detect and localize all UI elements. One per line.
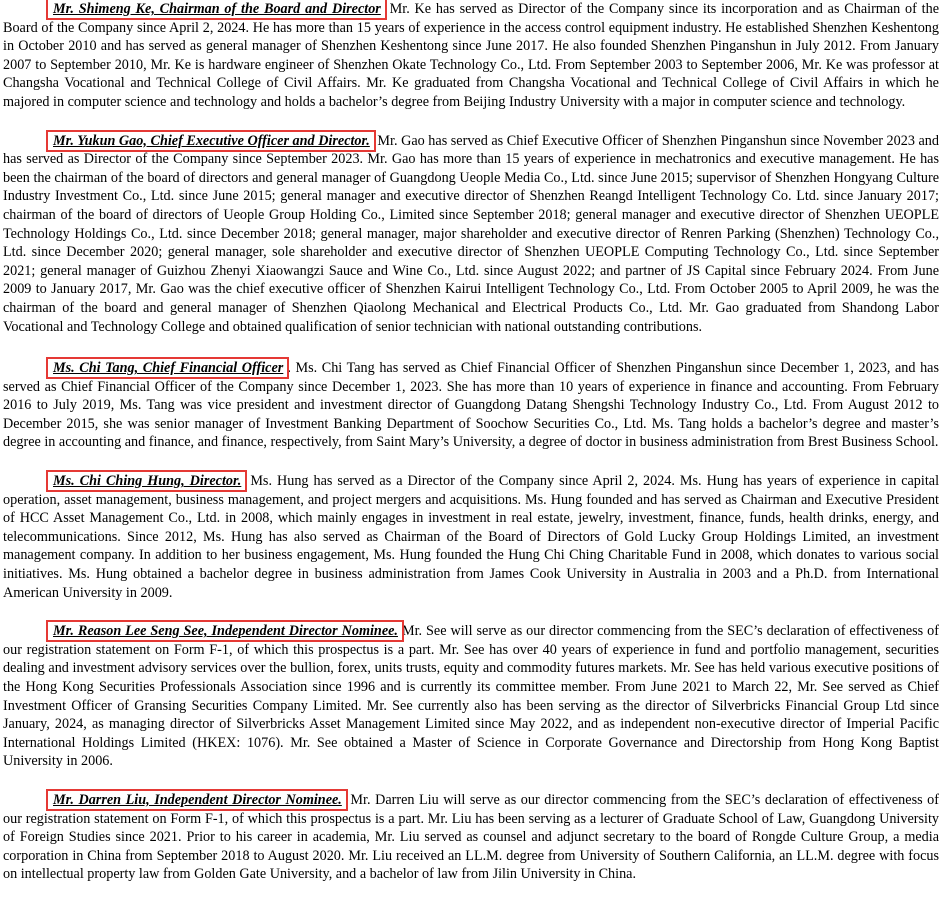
bio-paragraph-yukun-gao [3, 132, 939, 337]
document-page [3, 0, 939, 884]
bio-text-yukun-gao: Mr. Gao has served as Chief Executive Officer of Shenzhen Pinganshun since November 2023 and has served as Director of the Company since September 2023. Mr. Gao has more than 15 years of experience in mechatronics and executive management. He has been the chairman of the board of directors and general manager of Guangdong Ueople Media Co., Ltd. since June 2015; supervisor of Shenzhen Hongyang Culture Industry Investment Co., Ltd. since June 2015; general manager and executive director of Shenzhen Reangd Intelligent Technology Co. Ltd. since January 2017; chairman of the board of directors of Ueople Group Holding Co., Limited since September 2018; general manager and executive director of Shenzhen UEOPLE Technology Holdings Co., Ltd. since December 2018; general manager, major shareholder and executive director of Renren Parking (Shenzhen) Technology Co., Ltd. since December 2020; general manager, sole shareholder and executive director of Shenzhen UEOPLE Computing Technology Co., Ltd. since September 2021; general manager of Guizhou Zhenyi Xiaowangzi Sauce and Wine Co., Ltd. since August 2022; and partner of JS Capital since February 2024. From June 2009 to January 2017, Mr. Gao was the chief executive officer of Shenzhen Kairui Intelligent Technology Co., Ltd. From October 2005 to April 2009, he was the chairman of the board and general manager of Shenzhen Qiaolong Mechanical and Electrical Products Co., Ltd. Mr. Gao graduated from Shandong Labor Vocational and Technology College and obtained qualification of senior technician with national outstanding contributions. [3, 132, 939, 335]
bio-paragraph-chi-ching-hung [3, 472, 939, 602]
bio-name-chi-ching-hung: Ms. Chi Ching Hung, Director. [49, 473, 244, 489]
bio-name-darren-liu: Mr. Darren Liu, Independent Director Nominee. [49, 792, 345, 808]
bio-name-chi-tang: Ms. Chi Tang, Chief Financial Officer [49, 360, 286, 376]
bio-text-shimeng-ke: Mr. Ke has served as Director of the Company since its incorporation and as Chairman of the Board of the Company since April 2, 2024. He has more than 15 years of experience in the access control equipment industry. He established Shenzhen Keshentong in October 2010 and has served as general manager of Shenzhen Keshentong since June 2017. He also founded Shenzhen Pinganshun in July 2012. From January 2007 to September 2010, Mr. Ke is hardware engineer of Shenzhen Okate Technology Co., Ltd. From September 2003 to September 2006, Mr. Ke was professor at Changsha Vocational and Technical College of Civil Affairs. Mr. Ke graduated from Changsha Vocational and Technical College of Civil Affairs in which he majored in computer science and technology and holds a bachelor’s degree from Beijing Industry University with a major in computer science and technology. [3, 1, 939, 110]
bio-paragraph-shimeng-ke [3, 0, 939, 112]
bio-text-chi-ching-hung: Ms. Hung has served as a Director of the Company since April 2, 2024. Ms. Hung has years of experience in capital operation, asset management, business management, and project mergers and acquisitions. Ms. Hung founded and has served as Chairman and Executive President of HCC Asset Management Co., Ltd. in 2008, which mainly engages in investment in real estate, jewelry, investment, finance, funds, health drinks, energy, and telecommunications. Since 2012, Ms. Hung has also served as Chairman of the Board of Directors of Gold Lucky Group Holdings Limited, an investment management company. In addition to her business engagement, Ms. Hung founded the Hung Chi Ching Charitable Fund in 2008, which donates to various social initiatives. Ms. Hung obtained a bachelor degree in business administration from James Cook University in Australia in 2003 and a Ph.D. from International American University in 2009. [3, 473, 940, 601]
bio-name-shimeng-ke: Mr. Shimeng Ke, Chairman of the Board and Director [49, 1, 384, 17]
bio-paragraph-chi-tang [3, 359, 939, 452]
bio-paragraph-darren-liu [3, 791, 939, 884]
bio-text-chi-tang: . Ms. Chi Tang has served as Chief Financial Officer of Shenzhen Pinganshun since December 1, 2023, and has served as Chief Financial Officer of the Company since December 1, 2023. She has more than 10 years of experience in finance and accounting. From February 2016 to July 2019, Ms. Tang was vice president and investment director of Guangdong Datang Shengshi Technology Industry Co., Ltd. From August 2012 to December 2015, she was senior manager of Investment Banking Department of Soochow Securities Co., Ltd. Ms. Tang holds a bachelor’s degree and master’s degree in accounting and finance, and finance, respectively, from Saint Mary’s University, a degree of doctor in business administration from Brest Business School. [3, 360, 939, 451]
bio-name-yukun-gao: Mr. Yukun Gao, Chief Executive Officer and Director. [49, 133, 373, 149]
bio-paragraph-reason-lee-seng-see [3, 622, 939, 771]
bio-text-reason-lee-seng-see: Mr. See will serve as our director commencing from the SEC’s declaration of effectiveness of our registration statement on Form F-1, of which this prospectus is a part. Mr. See has over 40 years of experience in fund and portfolio management, securities dealing and investment advisory services over the bullion, forex, units trusts, equity and commodity futures markets. Mr. See has held various executive positions of the Hong Kong Securities Professionals Association since 1996 and is currently its committee member. From June 2021 to March 22, Mr. See served as Chief Investment Officer of Gransing Securities Company Limited. Mr. See currently also has been serving as the director of Silverbricks Financial Group Ltd since January, 2024, as managing director of Silverbricks Asset Management Limited since May 2022, and as independent non-executive director of Imperial Pacific International Holdings Limited (HKEX: 1076). Mr. See obtained a Master of Science in Corporate Governance and Directorship from Hong Kong Baptist University in 2006. [3, 623, 939, 770]
bio-text-darren-liu: Mr. Darren Liu will serve as our director commencing from the SEC’s declaration of effectiveness of our registration statement on Form F-1, of which this prospectus is a part. Mr. Liu has been serving as a lecturer of Graduate School of Law, Guangdong University of Foreign Studies since 2021. Prior to his career in academia, Mr. Liu served as counsel and adjunct secretary to the board of Rongde Culture Group, a media corporation in China from September 2018 to August 2020. Mr. Liu received an LL.M. degree from University of Southern California, an LL.M. degree with focus on intellectual property law from Golden Gate University, and a bachelor of law from Jilin University in China. [3, 791, 939, 883]
bio-name-reason-lee-seng-see: Mr. Reason Lee Seng See, Independent Director Nominee. [49, 623, 401, 639]
